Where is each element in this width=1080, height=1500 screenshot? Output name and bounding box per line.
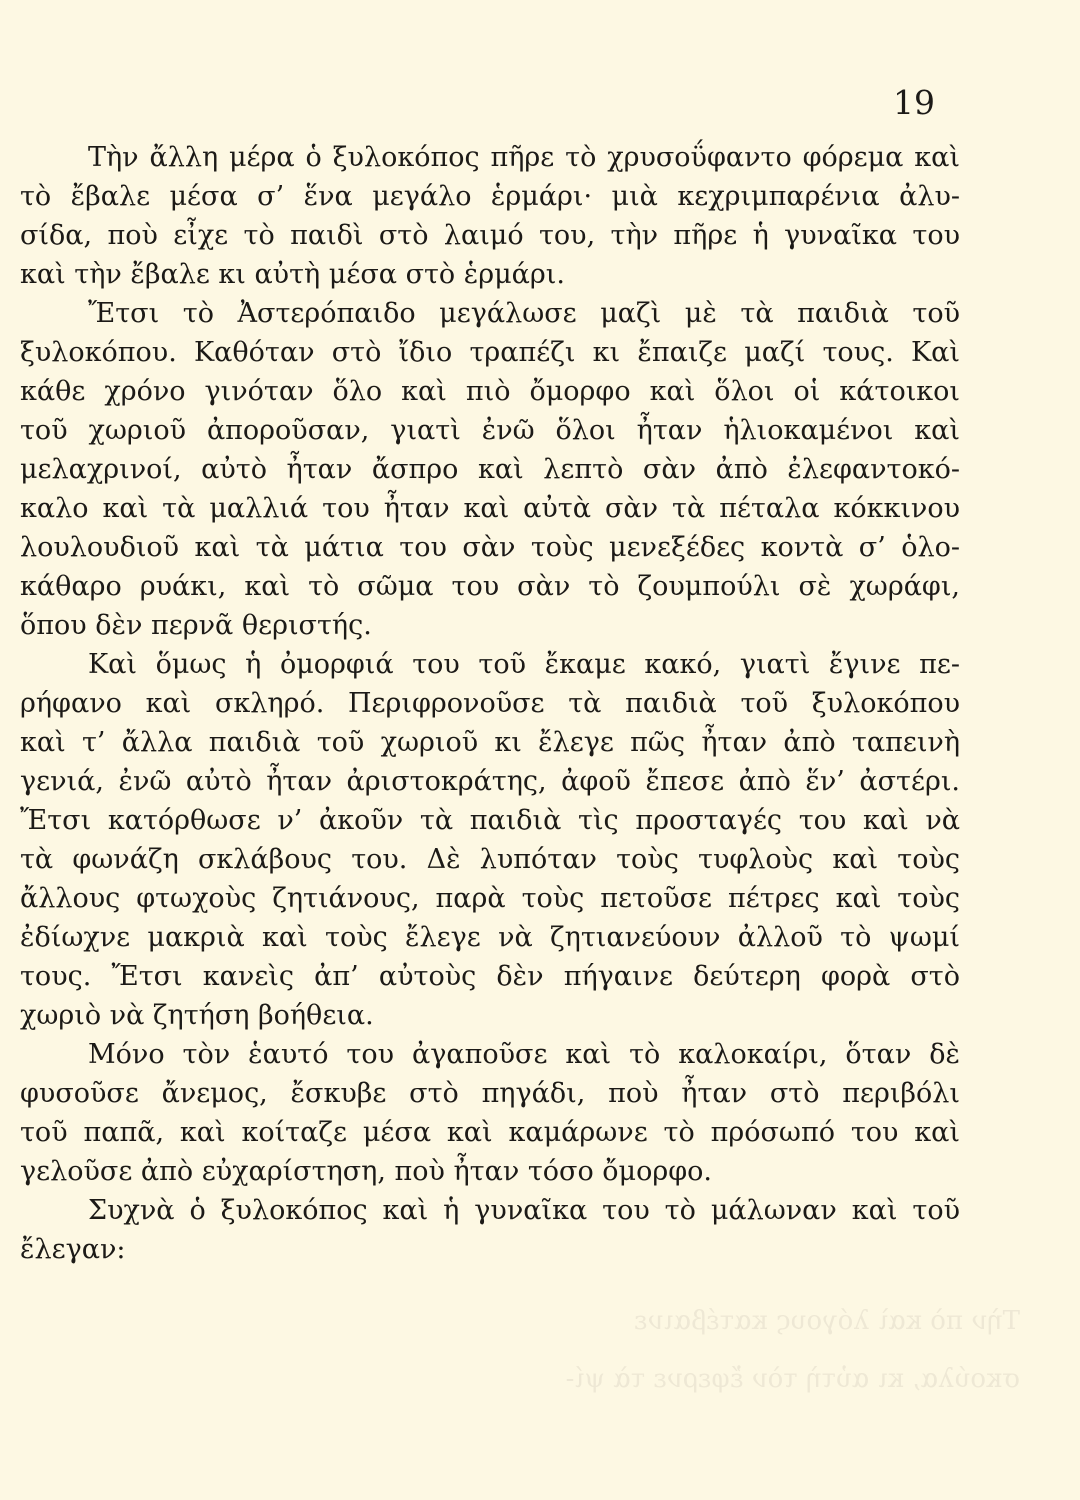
- body-text: [20, 138, 960, 1269]
- text-line: ξυλοκόπου. Καθόταν στὸ ἴδιο τραπέζι κι ἔπαιζε μαζί τους. Καὶ: [20, 337, 960, 368]
- text-line: Συχνὰ ὁ ξυλοκόπος καὶ ἡ γυναῖκα του τὸ μάλωναν καὶ τοῦ: [88, 1195, 960, 1226]
- text-line: ἔλεγαν:: [20, 1234, 126, 1265]
- text-line: Καὶ ὅμως ἡ ὀμορφιά του τοῦ ἔκαμε κακό, γιατὶ ἔγινε πε-: [88, 649, 960, 680]
- show-through-text: Τὴν πὸ καὶ λόγους κατέβαινε σκούλα, κι αὐτὴ τὸν ἔφερνε τὰ ψί-: [565, 1306, 1020, 1394]
- text-line: γενιά, ἐνῶ αὐτὸ ἦταν ἀριστοκράτης, ἀφοῦ ἔπεσε ἀπὸ ἕν’ ἀστέρι.: [20, 766, 960, 797]
- text-line: καλο καὶ τὰ μαλλιά του ἦταν καὶ αὐτὰ σὰν τὰ πέταλα κόκκινου: [20, 493, 960, 524]
- text-line: ἄλλους φτωχοὺς ζητιάνους, παρὰ τοὺς πετοῦσε πέτρες καὶ τοὺς: [20, 883, 960, 914]
- text-line: κάθαρο ρυάκι, καὶ τὸ σῶμα του σὰν τὸ ζουμπούλι σὲ χωράφι,: [20, 571, 960, 602]
- text-line: χωριὸ νὰ ζητήση βοήθεια.: [20, 1000, 374, 1031]
- text-line: καὶ τ’ ἄλλα παιδιὰ τοῦ χωριοῦ κι ἔλεγε πῶς ἦταν ἀπὸ ταπεινὴ: [20, 727, 960, 758]
- text-line: ρήφανο καὶ σκληρό. Περιφρονοῦσε τὰ παιδιὰ τοῦ ξυλοκόπου: [20, 688, 960, 719]
- text-line: σίδα, ποὺ εἶχε τὸ παιδὶ στὸ λαιμό του, τὴν πῆρε ἡ γυναῖκα του: [20, 220, 960, 251]
- text-line: τὸ ἔβαλε μέσα σ’ ἕνα μεγάλο ἑρμάρι· μιὰ κεχριμπαρένια ἀλυ-: [20, 181, 960, 212]
- text-line: φυσοῦσε ἄνεμος, ἔσκυβε στὸ πηγάδι, ποὺ ἦταν στὸ περιβόλι: [20, 1078, 960, 1109]
- text-line: μελαχρινοί, αὐτὸ ἦταν ἄσπρο καὶ λεπτὸ σὰν ἀπὸ ἐλεφαντοκό-: [20, 454, 960, 485]
- text-line: Τὴν ἄλλη μέρα ὁ ξυλοκόπος πῆρε τὸ χρυσοΰφαντο φόρεμα καὶ: [88, 142, 960, 173]
- text-line: κάθε χρόνο γινόταν ὅλο καὶ πιὸ ὄμορφο καὶ ὅλοι οἱ κάτοικοι: [20, 376, 960, 407]
- text-line: Μόνο τὸν ἑαυτό του ἀγαποῦσε καὶ τὸ καλοκαίρι, ὅταν δὲ: [88, 1039, 960, 1070]
- text-line: γελοῦσε ἀπὸ εὐχαρίστηση, ποὺ ἦταν τόσο ὄμορφο.: [20, 1156, 712, 1187]
- text-line: τοῦ χωριοῦ ἀποροῦσαν, γιατὶ ἐνῶ ὅλοι ἦταν ἡλιοκαμένοι καὶ: [20, 415, 960, 446]
- text-line: τοῦ παπᾶ, καὶ κοίταζε μέσα καὶ καμάρωνε τὸ πρόσωπό του καὶ: [20, 1117, 960, 1148]
- text-line: ὅπου δὲν περνᾶ θεριστής.: [20, 610, 372, 641]
- page-number: 19: [893, 83, 935, 122]
- text-line: τους. Ἔτσι κανεὶς ἀπ’ αὐτοὺς δὲν πήγαινε δεύτερη φορὰ στὸ: [20, 961, 960, 992]
- text-line: Ἔτσι τὸ Ἀστερόπαιδο μεγάλωσε μαζὶ μὲ τὰ παιδιὰ τοῦ: [88, 298, 960, 329]
- text-line: λουλουδιοῦ καὶ τὰ μάτια του σὰν τοὺς μενεξέδες κοντὰ σ’ ὁλο-: [20, 532, 960, 563]
- text-line: ἐδίωχνε μακριὰ καὶ τοὺς ἔλεγε νὰ ζητιανεύουν ἀλλοῦ τὸ ψωμί: [20, 922, 960, 953]
- text-line: καὶ τὴν ἔβαλε κι αὐτὴ μέσα στὸ ἑρμάρι.: [20, 259, 565, 290]
- text-line: Ἔτσι κατόρθωσε ν’ ἀκοῦν τὰ παιδιὰ τὶς προσταγές του καὶ νὰ: [20, 805, 960, 836]
- text-line: τὰ φωνάζη σκλάβους του. Δὲ λυπόταν τοὺς τυφλοὺς καὶ τοὺς: [20, 844, 960, 875]
